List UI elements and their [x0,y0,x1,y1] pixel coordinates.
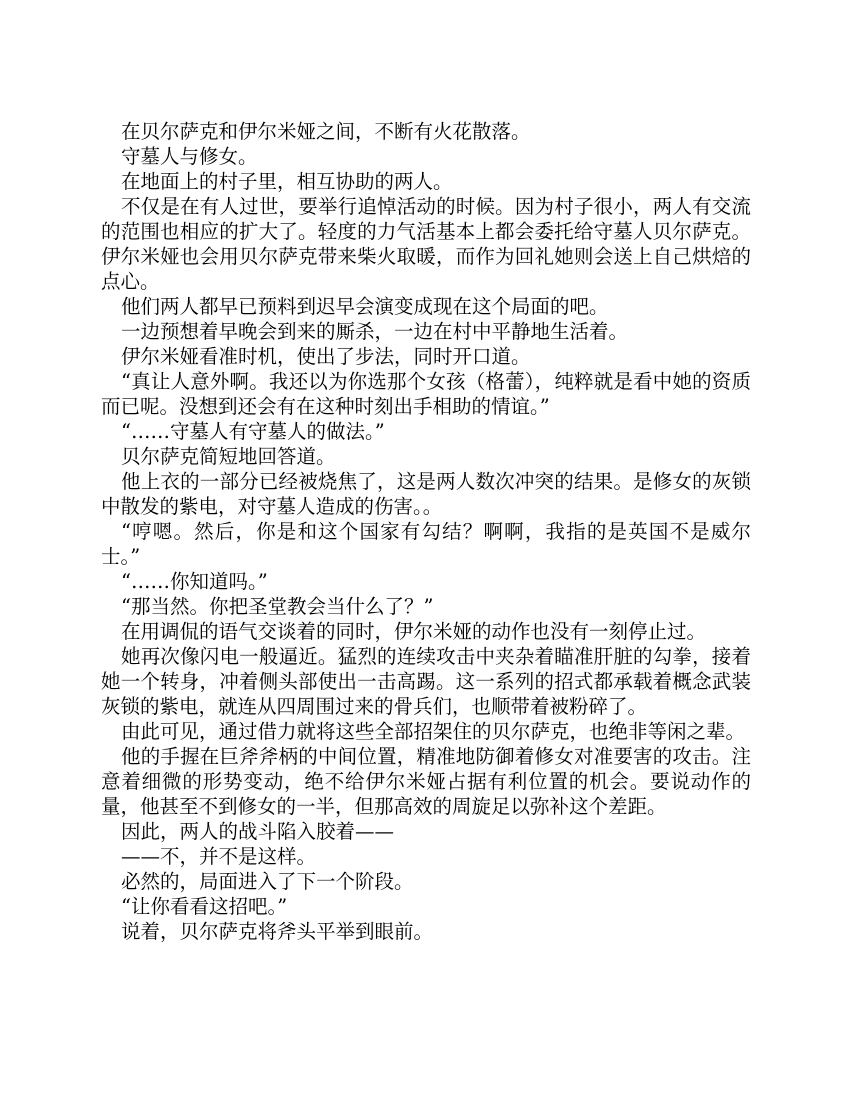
paragraph: 他上衣的一部分已经被烧焦了，这是两人数次冲突的结果。是修女的灰锁中散发的紫电，对守墓人造成的伤害。。 [101,470,751,518]
paragraph: “……守墓人有守墓人的做法。” [121,420,385,443]
paragraph: “哼嗯。然后，你是和这个国家有勾结？啊啊，我指的是英国不是威尔士。” [101,520,751,568]
paragraph: 一边预想着早晚会到来的厮杀，一边在村中平静地生活着。 [121,320,629,343]
paragraph: 伊尔米娅看准时机，使出了步法，同时开口道。 [121,345,531,368]
paragraph: 贝尔萨克简短地回答道。 [121,445,336,468]
paragraph: 他们两人都早已预料到迟早会演变成现在这个局面的吧。 [121,295,609,318]
paragraph: “……你知道吗。” [121,570,268,593]
paragraph: 由此可见，通过借力就将这些全部招架住的贝尔萨克，也绝非等闲之辈。 [121,720,746,743]
paragraph: 说着，贝尔萨克将斧头平举到眼前。 [121,920,434,943]
paragraph: ——不，并不是这样。 [121,845,317,868]
document-body [101,119,751,944]
paragraph: 不仅是在有人过世，要举行追悼活动的时候。因为村子很小，两人有交流的范围也相应的扩大了。轻度的力气活基本上都会委托给守墓人贝尔萨克。伊尔米娅也会用贝尔萨克带来柴火取暖，而作为回礼她则会送上自己烘焙的点心。 [101,195,751,293]
paragraph: 在地面上的村子里，相互协助的两人。 [121,170,453,193]
paragraph: 他的手握在巨斧斧柄的中间位置，精准地防御着修女对准要害的攻击。注意着细微的形势变动，绝不给伊尔米娅占据有利位置的机会。要说动作的量，他甚至不到修女的一半，但那高效的周旋足以弥补这个差距。 [101,745,751,818]
paragraph: “真让人意外啊。我还以为你选那个女孩（格蕾），纯粹就是看中她的资质而已呢。没想到还会有在这种时刻出手相助的情谊。” [101,370,751,418]
paragraph: 守墓人与修女。 [121,145,258,168]
paragraph: 她再次像闪电一般逼近。猛烈的连续攻击中夹杂着瞄准肝脏的勾拳，接着她一个转身，冲着侧头部使出一击高踢。这一系列的招式都承载着概念武装灰锁的紫电，就连从四周围过来的骨兵们，也顺带着被粉碎了。 [101,645,751,718]
paragraph: 在贝尔萨克和伊尔米娅之间，不断有火花散落。 [121,120,531,143]
paragraph: 因此，两人的战斗陷入胶着—— [121,820,395,843]
paragraph: 在用调侃的语气交谈着的同时，伊尔米娅的动作也没有一刻停止过。 [121,620,707,643]
paragraph: 必然的，局面进入了下一个阶段。 [121,870,414,893]
paragraph: “让你看看这招吧。” [121,895,288,918]
paragraph: “那当然。你把圣堂教会当什么了？” [121,595,434,618]
